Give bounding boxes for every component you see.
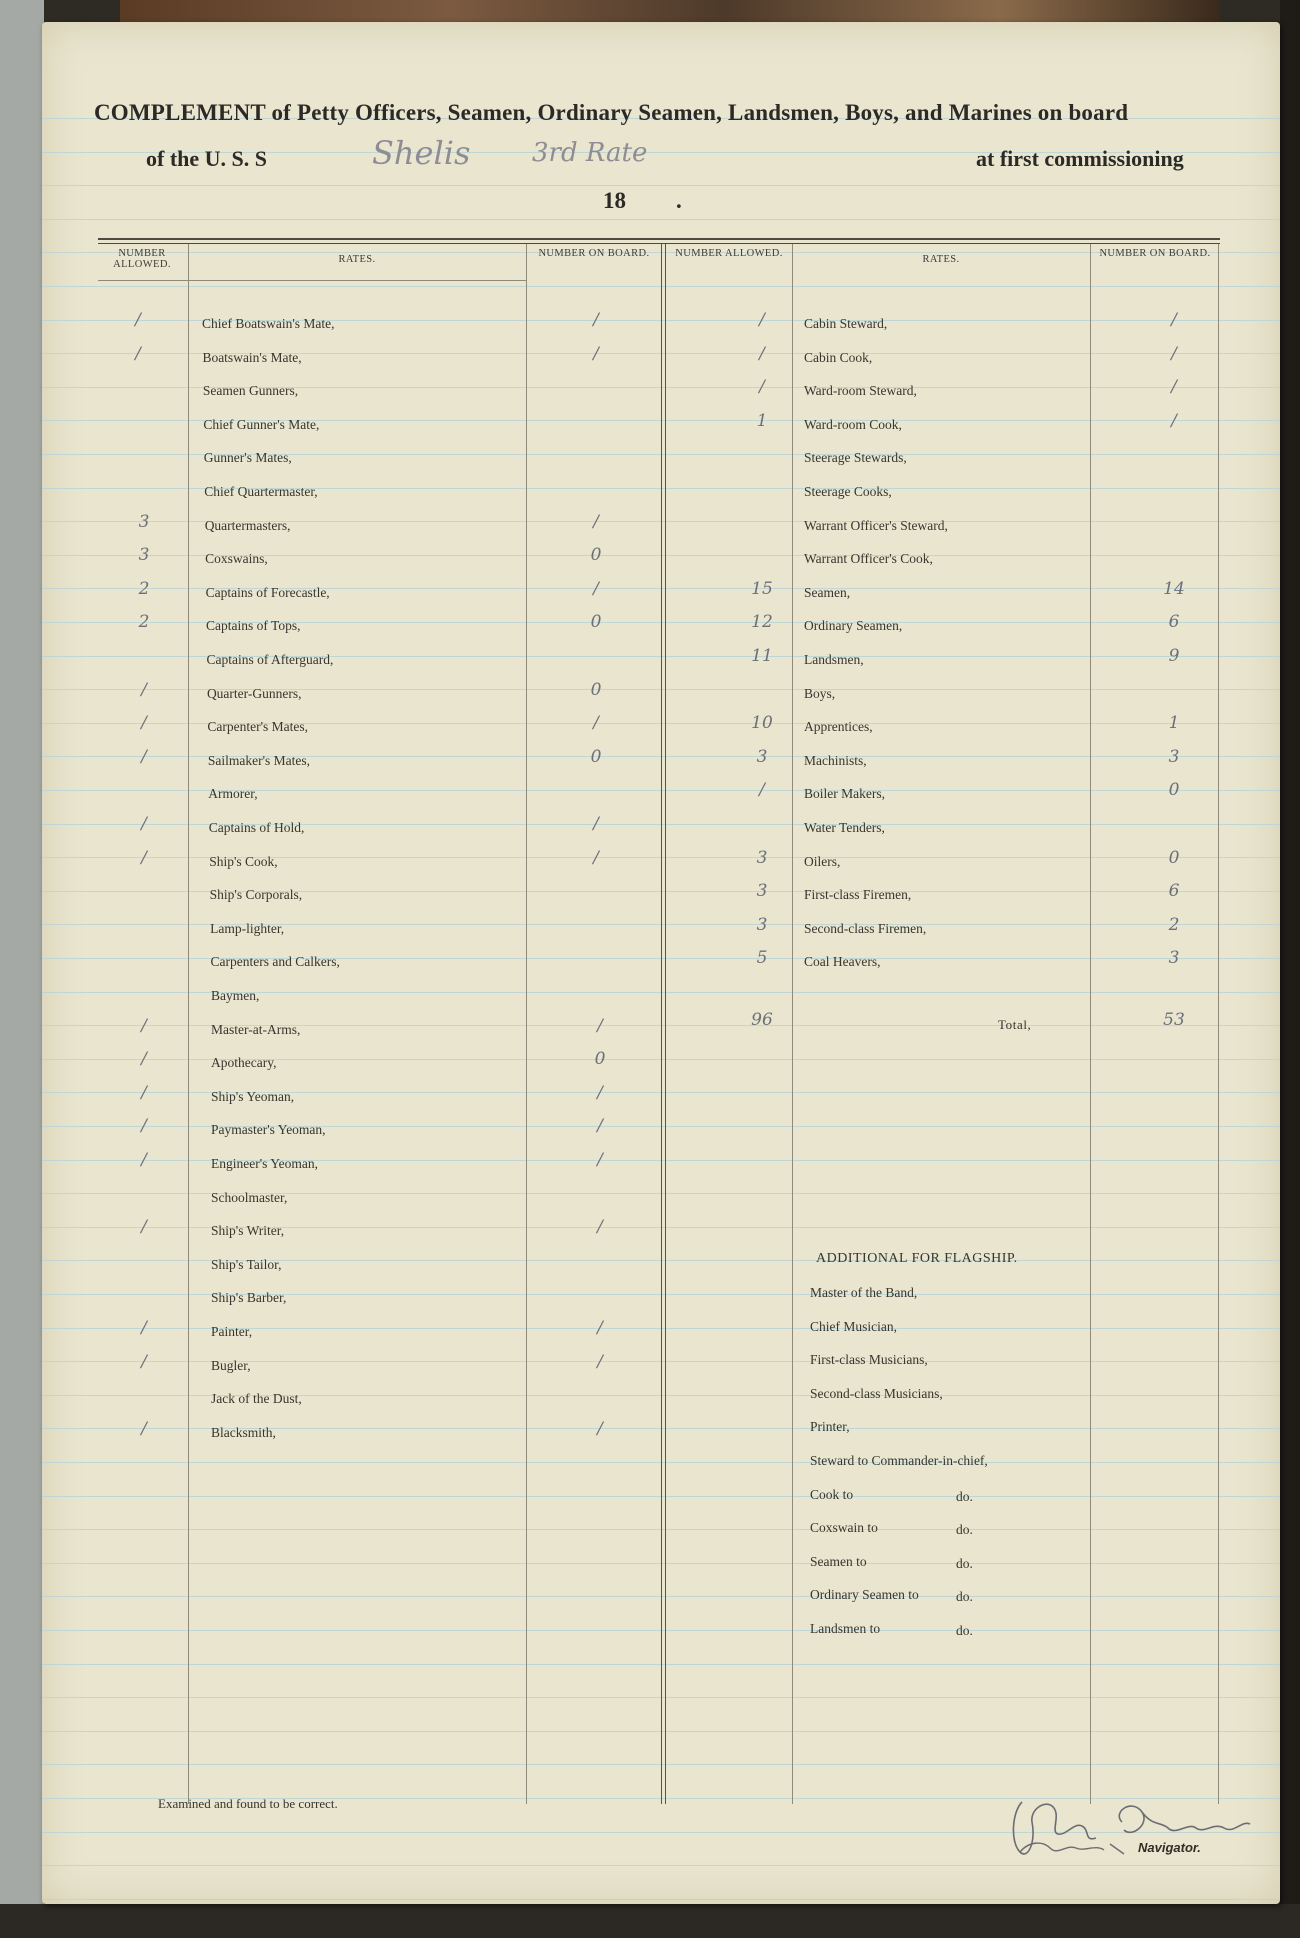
flagship-rate-label: Second-class Musicians,	[810, 1385, 943, 1401]
rate-label: Machinists,	[804, 752, 867, 768]
rate-label: Apprentices,	[804, 719, 873, 735]
book-binding-edge	[120, 0, 1220, 22]
allowed-value: /	[141, 713, 147, 734]
rate-label: Ship's Tailor,	[211, 1256, 282, 1272]
column-divider	[188, 244, 189, 1804]
rate-label: Ordinary Seamen,	[804, 618, 903, 634]
total-on-board: 53	[1163, 1010, 1185, 1030]
on-board-value: /	[1171, 410, 1177, 431]
on-board-value: /	[1171, 377, 1177, 398]
header-rates-right: RATES.	[922, 254, 960, 265]
allowed-value: /	[141, 847, 147, 868]
rate-label: Apothecary,	[211, 1055, 277, 1071]
table-top-rule	[98, 238, 1220, 240]
header-rates-left: RATES.	[338, 254, 376, 265]
allowed-value: 3	[756, 881, 768, 902]
rate-label: Ship's Writer,	[211, 1223, 285, 1239]
allowed-value: /	[141, 1418, 147, 1439]
rate-label: Master-at-Arms,	[211, 1021, 301, 1037]
rate-label: Second-class Firemen,	[804, 920, 927, 936]
allowed-value: /	[141, 1015, 147, 1036]
rate-label: Captains of Hold,	[208, 820, 305, 835]
flagship-rate-label: Chief Musician,	[810, 1318, 897, 1334]
flagship-rate-label: Seamen to	[810, 1553, 867, 1569]
allowed-value: 12	[751, 612, 773, 633]
center-divider	[661, 244, 662, 1804]
rate-label: Chief Boatswain's Mate,	[202, 316, 335, 331]
allowed-value: 10	[751, 713, 773, 734]
ship-prefix: of the U. S. S	[146, 146, 268, 171]
allowed-value: /	[759, 780, 765, 801]
allowed-value: /	[135, 310, 141, 330]
rate-label: Sailmaker's Mates,	[207, 752, 311, 768]
year-dot: .	[676, 188, 682, 213]
rate-label: Coxswains,	[205, 551, 268, 567]
rate-label: Armorer,	[208, 786, 258, 802]
rate-label: Ship's Yeoman,	[211, 1088, 295, 1104]
rate-label: Ward-room Steward,	[804, 383, 917, 399]
allowed-value: 3	[138, 545, 150, 566]
on-board-value: /	[593, 578, 599, 599]
on-board-value: 1	[1168, 713, 1180, 734]
rate-label: Carpenters and Calkers,	[210, 954, 340, 970]
rate-label: Chief Quartermaster,	[204, 484, 318, 499]
on-board-value: /	[597, 1318, 603, 1338]
allowed-value: /	[759, 343, 765, 364]
allowed-value: 3	[756, 847, 768, 868]
column-divider	[1090, 244, 1091, 1804]
ditto-mark: do.	[956, 1555, 973, 1571]
allowed-value: /	[759, 310, 765, 330]
allowed-value: /	[141, 1082, 147, 1103]
ruled-line	[42, 1899, 1280, 1900]
on-board-value: 0	[1168, 847, 1180, 868]
allowed-value: 1	[756, 410, 768, 431]
flagship-rate-label: Coxswain to	[810, 1520, 878, 1536]
allowed-value: /	[141, 1116, 147, 1137]
on-board-value: 2	[1168, 914, 1180, 935]
rate-label: Captains of Tops,	[206, 618, 301, 634]
examined-note: Examined and found to be correct.	[158, 1796, 338, 1811]
header-number-allowed-right: NUMBER ALLOWED.	[675, 248, 783, 259]
ditto-mark: do.	[956, 1522, 973, 1538]
total-label: Total,	[998, 1017, 1032, 1032]
ditto-mark: do.	[956, 1488, 973, 1504]
rate-label: Cabin Steward,	[804, 316, 888, 331]
rate-label: Jack of the Dust,	[211, 1391, 302, 1407]
navigator-label: Navigator.	[1138, 1840, 1201, 1855]
ruled-line	[42, 219, 1280, 220]
allowed-value: /	[141, 1318, 147, 1338]
rate-label: Captains of Afterguard,	[206, 652, 334, 667]
allowed-value: 3	[756, 746, 768, 767]
allowed-value: /	[141, 679, 147, 700]
rate-label: Steerage Stewards,	[804, 450, 907, 466]
rate-label: Steerage Cooks,	[804, 484, 892, 499]
rate-label: Chief Gunner's Mate,	[203, 416, 320, 432]
ditto-mark: do.	[956, 1589, 973, 1605]
book-spine-shadow	[1280, 0, 1300, 1938]
allowed-value: /	[141, 746, 147, 767]
flagship-rate-label: Landsmen to	[810, 1621, 881, 1636]
on-board-value: 6	[1168, 881, 1180, 902]
on-board-value: /	[597, 1015, 603, 1036]
rate-label: Ward-room Cook,	[804, 416, 902, 432]
rate-label: Bugler,	[211, 1357, 251, 1373]
on-board-value: 0	[590, 746, 602, 767]
on-board-value: 6	[1168, 612, 1180, 633]
on-board-value: 0	[590, 545, 602, 566]
allowed-value: 15	[751, 578, 773, 599]
rate-label: Warrant Officer's Steward,	[804, 517, 948, 533]
flagship-rate-label: Printer,	[810, 1419, 850, 1435]
center-divider	[665, 244, 666, 1804]
rate-label: Blacksmith,	[211, 1424, 276, 1440]
on-board-value: /	[597, 1150, 603, 1170]
scanner-bottom-edge	[0, 1904, 1300, 1938]
rate-label: Landsmen,	[804, 652, 864, 667]
rate-label: Carpenter's Mates,	[207, 719, 309, 735]
form-title: COMPLEMENT of Petty Officers, Seamen, Ordinary Seamen, Landsmen, Boys, and Marines on board	[94, 100, 1129, 125]
on-board-value: 3	[1168, 746, 1180, 767]
flagship-heading: ADDITIONAL FOR FLAGSHIP.	[816, 1251, 1018, 1266]
allowed-value: 2	[138, 612, 150, 633]
allowed-value: /	[141, 1217, 147, 1238]
rate-label: Cabin Cook,	[804, 349, 873, 365]
allowed-value: /	[141, 814, 147, 834]
scanner-background	[0, 0, 44, 1938]
rate-label: Baymen,	[211, 988, 260, 1003]
on-board-value: 0	[1168, 780, 1180, 801]
allowed-value: 3	[138, 511, 150, 532]
allowed-value: /	[141, 1049, 147, 1070]
allowed-value: 3	[756, 914, 768, 935]
allowed-value: /	[141, 1351, 147, 1372]
rate-label: Boys,	[804, 685, 836, 701]
rate-label: Seamen,	[804, 584, 851, 600]
rate-label: Coal Heavers,	[804, 954, 881, 970]
rate-label: Warrant Officer's Cook,	[804, 551, 933, 567]
rate-label: Water Tenders,	[804, 820, 885, 835]
allowed-value: 11	[751, 646, 773, 666]
on-board-value: 0	[590, 612, 602, 633]
on-board-value: /	[593, 511, 599, 532]
year-label: 18	[603, 188, 626, 213]
on-board-value: 9	[1168, 646, 1180, 666]
rate-label: Boatswain's Mate,	[202, 349, 302, 365]
rate-label: Schoolmaster,	[211, 1189, 288, 1205]
on-board-value: /	[597, 1217, 603, 1238]
on-board-value: 3	[1168, 948, 1180, 969]
on-board-value: /	[597, 1351, 603, 1372]
allowed-value: /	[759, 377, 765, 398]
rate-label: Captains of Forecastle,	[205, 584, 330, 600]
header-number-on-board-right: NUMBER ON BOARD.	[1099, 248, 1211, 259]
on-board-value: /	[593, 713, 599, 734]
rate-label: Engineer's Yeoman,	[211, 1156, 319, 1171]
on-board-value: /	[593, 343, 599, 364]
commissioning-label: at first commissioning	[976, 146, 1184, 171]
total-allowed: 96	[751, 1010, 773, 1030]
on-board-value: 0	[594, 1049, 606, 1070]
on-board-value: /	[593, 814, 599, 834]
on-board-value: /	[593, 847, 599, 868]
flagship-rate-label: First-class Musicians,	[810, 1352, 928, 1368]
ship-rate-handwritten: 3rd Rate	[532, 138, 648, 168]
rate-label: Paymaster's Yeoman,	[211, 1122, 326, 1138]
navigator-signature	[992, 1782, 1272, 1872]
rate-label: Quartermasters,	[204, 517, 291, 533]
header-number-allowed-left: NUMBER ALLOWED.	[113, 248, 171, 270]
rate-label: Seamen Gunners,	[202, 383, 299, 399]
column-divider	[526, 244, 527, 1804]
column-divider	[792, 244, 793, 1804]
on-board-value: /	[1171, 310, 1177, 330]
allowed-value: /	[135, 343, 141, 364]
flagship-rate-label: Master of the Band,	[810, 1285, 918, 1300]
flagship-rate-label: Cook to	[810, 1486, 854, 1502]
ditto-mark: do.	[956, 1623, 973, 1638]
ruled-line	[42, 185, 1280, 186]
rate-label: Quarter-Gunners,	[206, 685, 302, 701]
rate-label: Painter,	[211, 1324, 253, 1339]
ledger-sheet	[42, 22, 1280, 1904]
flagship-rate-label: Steward to Commander-in-chief,	[810, 1453, 988, 1468]
on-board-value: /	[597, 1082, 603, 1103]
column-divider	[1218, 244, 1219, 1804]
ship-name-handwritten: Shelis	[372, 134, 471, 172]
allowed-value: /	[141, 1150, 147, 1170]
header-underline	[148, 280, 526, 281]
rate-label: First-class Firemen,	[804, 887, 912, 903]
rate-label: Lamp-lighter,	[210, 920, 285, 936]
flagship-rate-label: Ordinary Seamen to	[810, 1587, 919, 1603]
allowed-value: 2	[138, 578, 150, 599]
on-board-value: /	[597, 1418, 603, 1439]
on-board-value: 0	[590, 679, 602, 700]
on-board-value: 14	[1163, 578, 1185, 599]
on-board-value: /	[1171, 343, 1177, 364]
rate-label: Ship's Cook,	[209, 853, 278, 869]
rate-label: Ship's Barber,	[211, 1290, 287, 1306]
allowed-value: 5	[756, 948, 768, 969]
rate-label: Ship's Corporals,	[209, 887, 303, 903]
on-board-value: /	[597, 1116, 603, 1137]
rate-label: Gunner's Mates,	[203, 450, 292, 466]
table-top-rule-thin	[98, 243, 1220, 244]
header-number-on-board-left: NUMBER ON BOARD.	[538, 248, 650, 259]
rate-label: Boiler Makers,	[804, 786, 885, 802]
on-board-value: /	[593, 310, 599, 330]
rate-label: Oilers,	[804, 853, 841, 869]
